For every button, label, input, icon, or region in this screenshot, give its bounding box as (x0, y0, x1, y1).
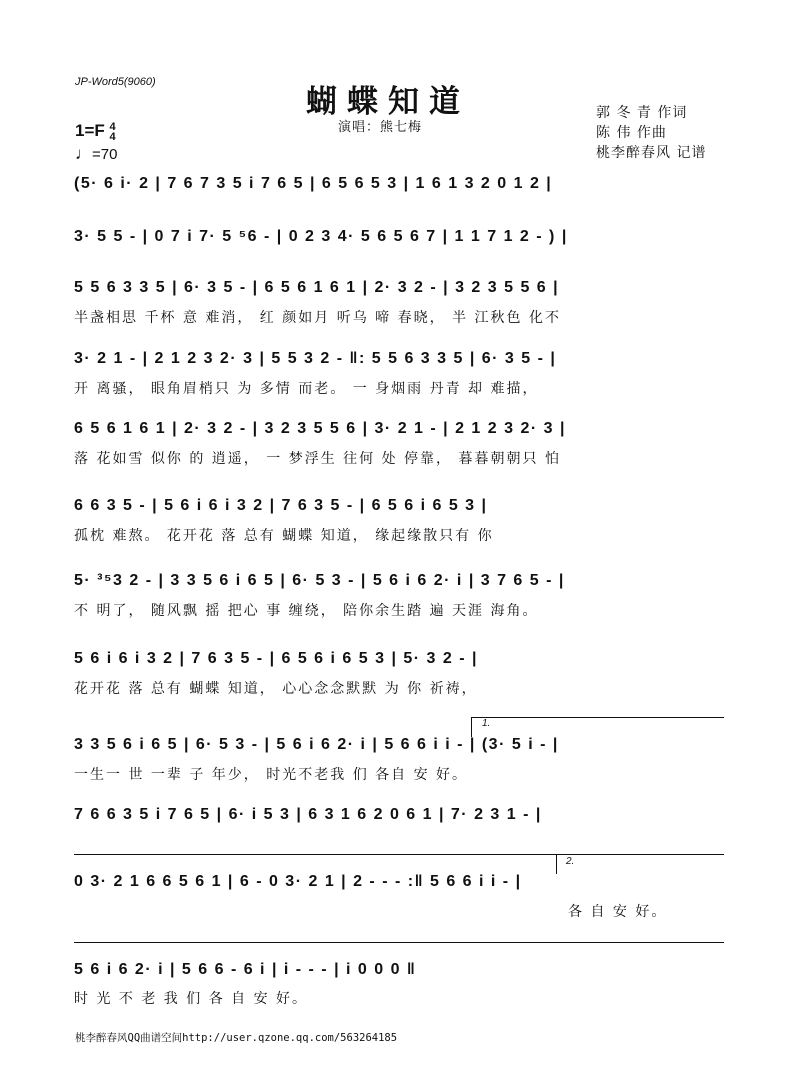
transcriber-credit: 桃李醉春风 记谱 (596, 145, 707, 161)
notation-line: 3· 2 1 - | 2 1 2 3 2· 3 | 5 5 3 2 - ‖: 5 5 6 3 3 5 | 6· 3 5 - | (74, 350, 557, 367)
notation-line: 5 6 i 6 2· i | 5 6 6 - 6 i | i - - - | i 0 0 0 ‖ (74, 961, 417, 978)
lyric-line: 各 自 安 好。 (568, 904, 668, 920)
lyric-line: 半盏相思 千杯 意 难消， 红 颜如月 听乌 啼 春晓， 半 江秋色 化不 (74, 310, 561, 326)
lyric-line: 花开花 落 总有 蝴蝶 知道， 心心念念默默 为 你 祈祷， (74, 681, 478, 697)
lyric-line: 一生一 世 一辈 子 年少， 时光不老我 们 各自 安 好。 (74, 767, 469, 783)
system-top-rule (74, 854, 724, 855)
lyric-line: 落 花如雪 似你 的 逍遥， 一 梦浮生 往何 处 停靠， 暮暮朝朝只 怕 (74, 451, 561, 467)
notation-line: 5 6 i 6 i 3 2 | 7 6 3 5 - | 6 5 6 i 6 5 3 | 5· 3 2 - | (74, 650, 478, 667)
time-signature: 4 4 (109, 120, 116, 143)
quarter-note-icon: ♩ (75, 144, 92, 163)
notation-line: 0 3· 2 1 6 6 5 6 1 | 6 - 0 3· 2 1 | 2 - - - :‖ 5 6 6 i i - | (74, 873, 522, 890)
composer-credit: 陈 伟 作曲 (596, 125, 667, 141)
notation-line: 3 3 5 6 i 6 5 | 6· 5 3 - | 5 6 i 6 2· i | 5 6 6 i i - | (3· 5 i - | (74, 736, 559, 753)
singer-credit: 演唱：熊七梅 (338, 120, 423, 135)
source-tag: JP-Word5(9060) (75, 76, 156, 88)
notation-line: 3· 5 5 - | 0 7 i 7· 5 ⁵6 - | 0 2 3 4· 5 6 5 6 7 | 1 1 7 1 2 - ) | (74, 228, 568, 245)
volta-1-label: 1. (482, 718, 491, 729)
volta-2-label: 2. (566, 856, 575, 867)
volta-1-bracket-left (471, 717, 472, 737)
notation-line: 7 6 6 3 5 i 7 6 5 | 6· i 5 3 | 6 3 1 6 2 0 6 1 | 7· 2 3 1 - | (74, 806, 542, 823)
key-signature: 1=F 4 4 (75, 120, 116, 143)
notation-line: 6 5 6 1 6 1 | 2· 3 2 - | 3 2 3 5 5 6 | 3· 2 1 - | 2 1 2 3 2· 3 | (74, 420, 566, 437)
notation-line: 5 5 6 3 3 5 | 6· 3 5 - | 6 5 6 1 6 1 | 2· 3 2 - | 3 2 3 5 5 6 | (74, 279, 560, 296)
notation-line: 5· ³⁵3 2 - | 3 3 5 6 i 6 5 | 6· 5 3 - | 5 6 i 6 2· i | 3 7 6 5 - | (74, 572, 565, 589)
lyric-line: 时 光 不 老 我 们 各 自 安 好。 (74, 991, 309, 1007)
notation-line: 6 6 3 5 - | 5 6 i 6 i 3 2 | 7 6 3 5 - | 6 5 6 i 6 5 3 | (74, 497, 488, 514)
tempo-marking: ♩=70 (75, 144, 118, 163)
lyric-line: 孤枕 难熬。 花开花 落 总有 蝴蝶 知道， 缘起缘散只有 你 (74, 528, 494, 544)
notation-line: (5· 6 i· 2 | 7 6 7 3 5 i 7 6 5 | 6 5 6 5 3 | 1 6 1 3 2 0 1 2 | (74, 175, 553, 192)
volta-2-bracket (556, 854, 557, 874)
lyricist-credit: 郭 冬 青 作词 (596, 105, 688, 121)
song-title: 蝴蝶知道 (306, 84, 470, 120)
lyric-line: 不 明了， 随风飘 摇 把心 事 缠绕， 陪你余生踏 遍 天涯 海角。 (74, 603, 539, 619)
footer-source-link[interactable]: 桃李醉春风QQ曲谱空间http://user.qzone.qq.com/563264185 (75, 1032, 398, 1044)
lyric-line: 开 离骚， 眼角眉梢只 为 多情 而老。 一 身烟雨 丹青 却 难描， (74, 381, 539, 397)
volta-1-bracket (471, 717, 724, 718)
system-top-rule-final (74, 942, 724, 943)
